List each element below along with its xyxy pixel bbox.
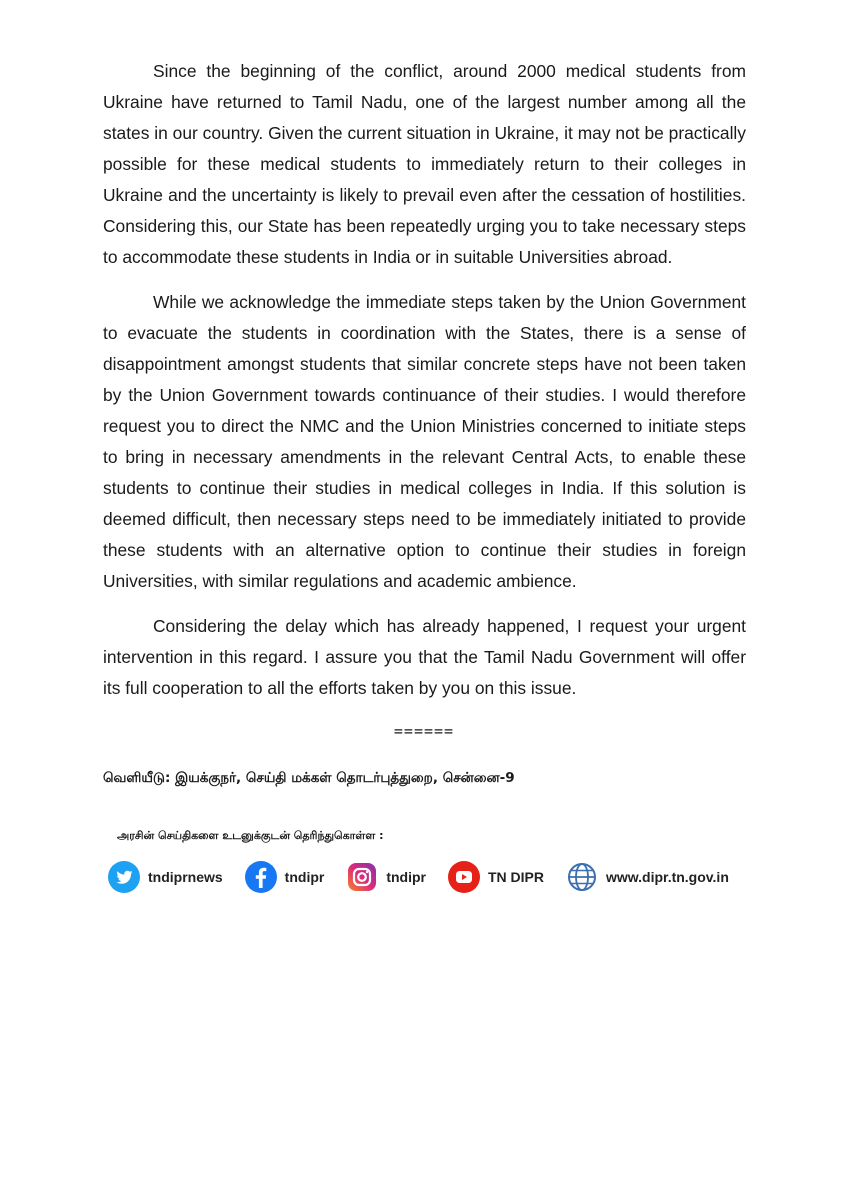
issued-by-line: வெளியீடு: இயக்குநர், செய்தி மக்கள் தொடர்புத்துறை, சென்னை-9 — [103, 770, 515, 786]
end-separator: ====== — [393, 722, 455, 740]
follow-caption: அரசின் செய்திகளை உடனுக்குடன் தெரிந்துகொள்ள : — [117, 829, 384, 842]
globe-icon — [566, 861, 598, 893]
social-label-youtube: TN DIPR — [487, 869, 544, 885]
paragraph-request-amendments: While we acknowledge the immediate steps taken by the Union Government to evacuate the students in coordination with the States, there is a sense of disappointment amongst students that similar concrete steps have not been taken by the Union Government towards continuance of their studies. I would therefore request you to direct the NMC and the Union Ministries concerned to initiate steps to bring in necessary amendments in the relevant Central Acts, to enable these students to continue their studies in medical colleges in India. If this solution is deemed difficult, then necessary steps need to be immediately initiated to provide these students with an alternative option to continue their studies in foreign Universities, with similar regulations and academic ambience. — [103, 292, 746, 591]
social-label-instagram: tndipr — [386, 869, 426, 885]
social-links — [108, 860, 729, 894]
paragraph-urgent-intervention: Considering the delay which has already happened, I request your urgent intervention in this regard. I assure you that the Tamil Nadu Government will offer its full cooperation to all the efforts taken by you on this issue. — [103, 616, 746, 698]
facebook-icon — [245, 861, 277, 893]
twitter-icon — [108, 861, 140, 893]
letter-body — [103, 56, 746, 718]
social-item-instagram[interactable] — [346, 861, 426, 893]
social-label-twitter: tndiprnews — [148, 869, 223, 885]
paragraph-returned-students: Since the beginning of the conflict, around 2000 medical students from Ukraine have returned to Tamil Nadu, one of the largest number among all the states in our country. Given the current situation in Ukraine, it may not be practically possible for these medical students to immediately return to their colleges in Ukraine and the uncertainty is likely to prevail even after the cessation of hostilities. Considering this, our State has been repeatedly urging you to take necessary steps to accommodate these students in India or in suitable Universities abroad. — [103, 61, 746, 267]
youtube-icon — [448, 861, 480, 893]
social-label-facebook: tndipr — [284, 869, 325, 885]
social-item-website[interactable] — [566, 861, 729, 893]
social-item-youtube[interactable] — [448, 861, 544, 893]
instagram-icon — [346, 861, 378, 893]
social-label-website: www.dipr.tn.gov.in — [605, 869, 729, 885]
social-item-twitter[interactable] — [108, 861, 223, 893]
social-item-facebook[interactable] — [245, 861, 325, 893]
